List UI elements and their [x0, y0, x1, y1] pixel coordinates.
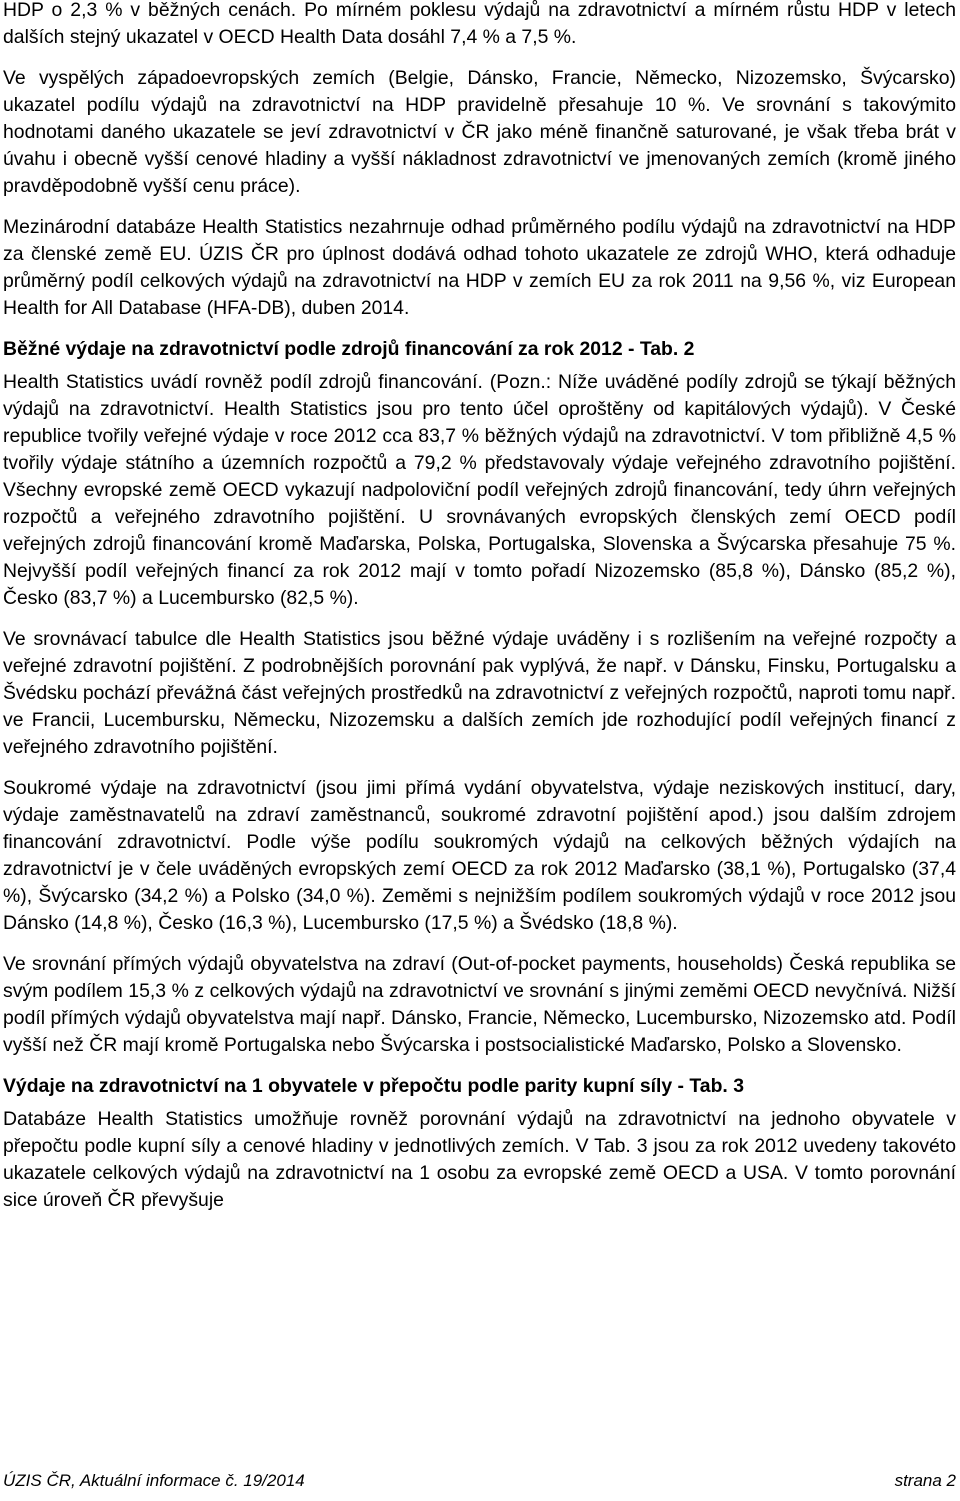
- paragraph-comparison-table: Ve srovnávací tabulce dle Health Statistics jsou běžné výdaje uváděny i s rozlišením na veřejné rozpočty a veřejné zdravotní pojištění. Z podrobnějších porovnání pak vyplývá, že např. v Dánsku, Finsku, Portugalsku a Švédsku pochází převážná část veřejných prostředků na zdravotnictví z veřejných rozpočtů, naproti tomu např. ve Francii, Lucembursku, Německu, Nizozemsku a dalších zemích jde rozhodující podíl veřejných financí z veřejného zdravotního pojištění.: [3, 628, 956, 758]
- footer-source: ÚZIS ČR, Aktuální informace č. 19/2014: [3, 1471, 305, 1490]
- section-heading-per-capita-ppp: Výdaje na zdravotnictví na 1 obyvatele v přepočtu podle parity kupní síly - Tab. 3: [3, 1075, 744, 1097]
- footer-page-number: strana 2: [894, 1471, 956, 1490]
- document-page: [3, 0, 956, 1214]
- section-heading-financing-sources: Běžné výdaje na zdravotnictví podle zdrojů financování za rok 2012 - Tab. 2: [3, 338, 695, 360]
- paragraph-private-expenditure: Soukromé výdaje na zdravotnictví (jsou jimi přímá vydání obyvatelstva, výdaje neziskových institucí, dary, výdaje zaměstnavatelů na zdraví zaměstnanců, soukromé zdravotní pojištění apod.) jsou dalším zdrojem financování zdravotnictví. Podle výše podílu soukromých výdajů na celkových běžných výdajích na zdravotnictví je v čele uváděných evropských zemí OECD za rok 2012 Maďarsko (38,1 %), Portugalsko (37,4 %), Švýcarsko (34,2 %) a Polsko (34,0 %). Zeměmi s nejnižším podílem soukromých výdajů v roce 2012 jsou Dánsko (14,8 %), Česko (16,3 %), Lucembursko (17,5 %) a Švédsko (18,8 %).: [3, 777, 956, 934]
- page-footer: [3, 1469, 956, 1493]
- paragraph-out-of-pocket: Ve srovnání přímých výdajů obyvatelstva na zdraví (Out-of-pocket payments, households) Česká republika se svým podílem 15,3 % z celkových výdajů na zdravotnictví ve srovnání s jinými zeměmi OECD nevyčnívá. Nižší podíl přímých výdajů obyvatelstva mají např. Dánsko, Francie, Německo, Lucembursko, Nizozemsko atd. Podíl vyšší než ČR mají kromě Portugalska nebo Švýcarska i postsocialistické Maďarsko, Polsko a Slovensko.: [3, 953, 956, 1056]
- paragraph-financing-sources: Health Statistics uvádí rovněž podíl zdrojů financování. (Pozn.: Níže uváděné podíly zdrojů se týkají běžných výdajů na zdravotnictví. Health Statistics jsou pro tento účel oproštěny od kapitálových výdajů). V České republice tvořily veřejné výdaje v roce 2012 cca 83,7 % běžných výdajů na zdravotnictví. V tom přibližně 4,5 % tvořily výdaje státního a územních rozpočtů a 79,2 % představovaly výdaje veřejného zdravotního pojištění. Všechny evropské země OECD vykazují nadpoloviční podíl veřejných zdrojů financování, tedy úhrn veřejných rozpočtů a veřejného zdravotního pojištění. U srovnávaných evropských členských zemí OECD podíl veřejných zdrojů financování kromě Maďarska, Polska, Portugalska, Slovenska a Švýcarska přesahuje 75 %. Nejvyšší podíl veřejných financí za rok 2012 mají v tomto pořadí Nizozemsko (85,8 %), Dánsko (85,2 %), Česko (83,7 %) a Lucembursko (82,5 %).: [3, 371, 956, 609]
- paragraph-health-statistics-eu: Mezinárodní databáze Health Statistics nezahrnuje odhad průměrného podílu výdajů na zdravotnictví na HDP za členské země EU. ÚZIS ČR pro úplnost dodává odhad tohoto ukazatele ze zdrojů WHO, která odhaduje průměrný podíl celkových výdajů na zdravotnictví na HDP v zemích EU za rok 2011 na 9,56 %, viz European Health for All Database (HFA-DB), duben 2014.: [3, 216, 956, 319]
- paragraph-per-capita-ppp: Databáze Health Statistics umožňuje rovněž porovnání výdajů na zdravotnictví na jednoho obyvatele v přepočtu podle kupní síly a cenové hladiny v jednotlivých zemích. V Tab. 3 jsou za rok 2012 uvedeny takovéto ukazatele celkových výdajů na zdravotnictví na 1 osobu za evropské země OECD a USA. V tomto porovnání sice úroveň ČR převyšuje: [3, 1108, 956, 1211]
- paragraph-gdp-growth: HDP o 2,3 % v běžných cenách. Po mírném poklesu výdajů na zdravotnictví a mírném růstu HDP v letech dalších stejný ukazatel v OECD Health Data dosáhl 7,4 % a 7,5 %.: [3, 0, 956, 48]
- paragraph-western-europe: Ve vyspělých západoevropských zemích (Belgie, Dánsko, Francie, Německo, Nizozemsko, Švýcarsko) ukazatel podílu výdajů na zdravotnictví na HDP pravidelně přesahuje 10 %. Ve srovnání s takovýmito hodnotami daného ukazatele se jeví zdravotnictví v ČR jako méně finančně saturované, je však třeba brát v úvahu i obecně vyšší cenové hladiny a vyšší nákladnost zdravotnictví ve jmenovaných zemích (kromě jiného pravděpodobně vyšší cenu práce).: [3, 67, 956, 197]
